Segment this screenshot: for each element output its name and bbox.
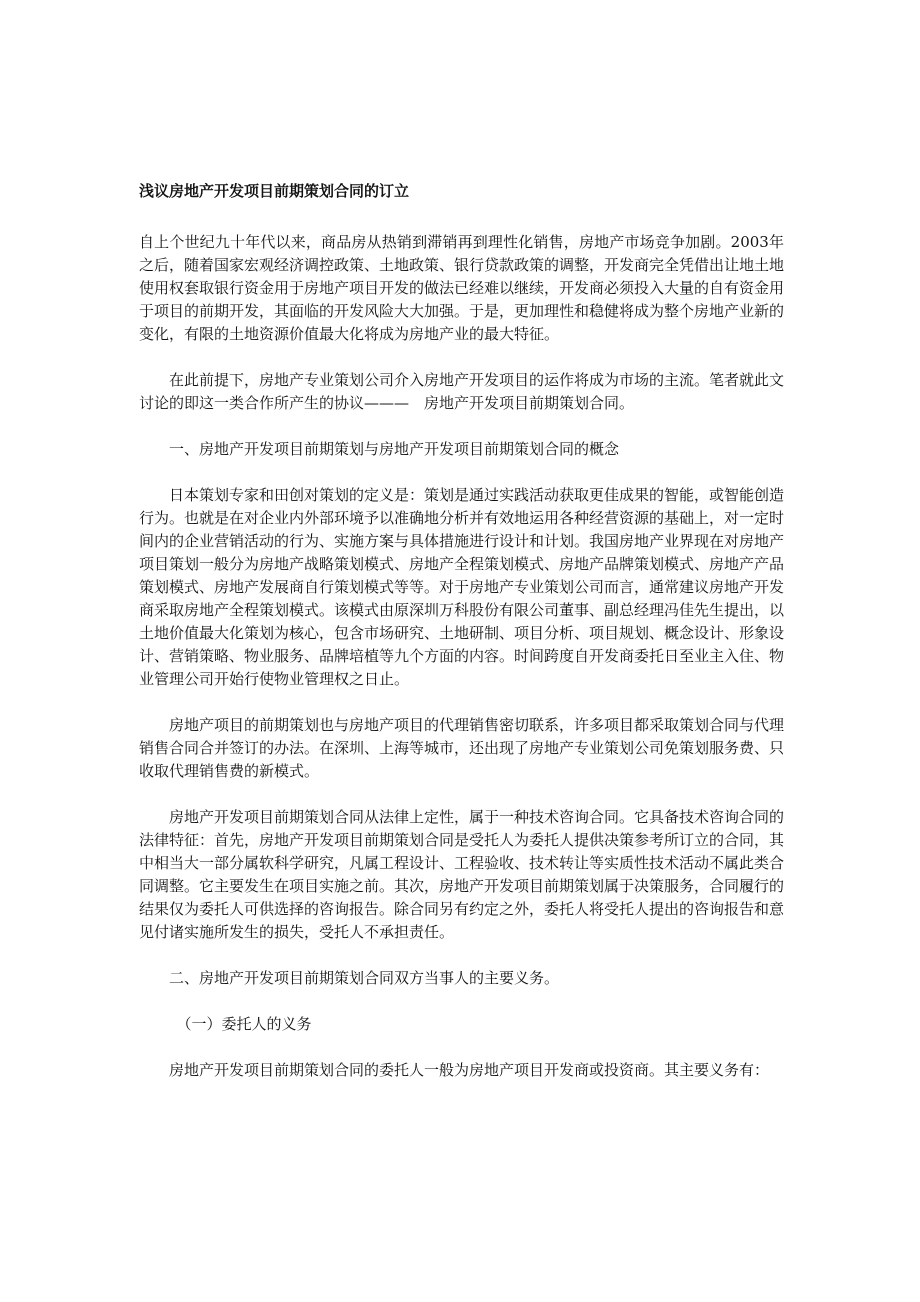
paragraph-definition: 日本策划专家和田创对策划的定义是：策划是通过实践活动获取更佳成果的智能，或智能创造行为。也就是在对企业内外部环境予以准确地分析并有效地运用各种经营资源的基础上，对一定时间内的企业营销活动的行为、实施方案与具体措施进行设计和计划。我国房地产业界现在对房地产项目策划一般分为房地产战略策划模式、房地产全程策划模式、房地产品牌策划模式、房地产产品策划模式、房地产发展商自行策划模式等等。对于房地产专业策划公司而言，通常建议房地产开发商采取房地产全程策划模式。该模式由原深圳万科股份有限公司董事、副总经理冯佳先生提出，以土地价值最大化策划为核心，包含市场研究、土地研制、项目分析、项目规划、概念设计、形象设计、营销策略、物业服务、品牌培植等九个方面的内容。时间跨度自开发商委托日至业主入住、物业管理公司开始行使物业管理权之日止。 [139, 486, 785, 688]
document-title: 浅议房地产开发项目前期策划合同的订立 [139, 182, 410, 200]
paragraph-sales-agency: 房地产项目的前期策划也与房地产项目的代理销售密切联系，许多项目都采取策划合同与代理销售合同合并签订的办法。在深圳、上海等城市，还出现了房地产专业策划公司免策划服务费、只收取代理销售费的新模式。 [139, 716, 785, 780]
section-heading-1: 一、房地产开发项目前期策划与房地产开发项目前期策划合同的概念 [169, 440, 620, 458]
subsection-heading-1: （一）委托人的义务 [176, 1015, 312, 1033]
paragraph-intro: 自上个世纪九十年代以来，商品房从热销到滞销再到理性化销售，房地产市场竞争加剧。2003年之后，随着国家宏观经济调控政策、土地政策、银行贷款政策的调整，开发商完全凭借出让地土地使用权套取银行资金用于房地产项目开发的做法已经难以继续，开发商必须投入大量的自有资金用于项目的前期开发，其面临的开发风险大大加强。于是，更加理性和稳健将成为整个房地产业新的变化，有限的土地资源价值最大化将成为房地产业的最大特征。 [139, 233, 785, 343]
paragraph-legal-nature: 房地产开发项目前期策划合同从法律上定性，属于一种技术咨询合同。它具备技术咨询合同的法律特征：首先，房地产开发项目前期策划合同是受托人为委托人提供决策参考所订立的合同，其中相当大一部分属软科学研究，凡属工程设计、工程验收、技术转让等实质性技术活动不属此类合同调整。它主要发生在项目实施之前。其次，房地产开发项目前期策划属于决策服务，合同履行的结果仅为委托人可供选择的咨询报告。除合同另有约定之外，委托人将受托人提出的咨询报告和意见付诸实施所发生的损失，受托人不承担责任。 [139, 808, 785, 941]
paragraph-premise: 在此前提下，房地产专业策划公司介入房地产开发项目的运作将成为市场的主流。笔者就此文讨论的即这一类合作所产生的协议——— 房地产开发项目前期策划合同。 [139, 371, 785, 412]
paragraph-client-duties: 房地产开发项目前期策划合同的委托人一般为房地产项目开发商或投资商。其主要义务有： [169, 1061, 770, 1079]
section-heading-2: 二、房地产开发项目前期策划合同双方当事人的主要义务。 [169, 969, 560, 987]
document-page [139, 180, 784, 1105]
